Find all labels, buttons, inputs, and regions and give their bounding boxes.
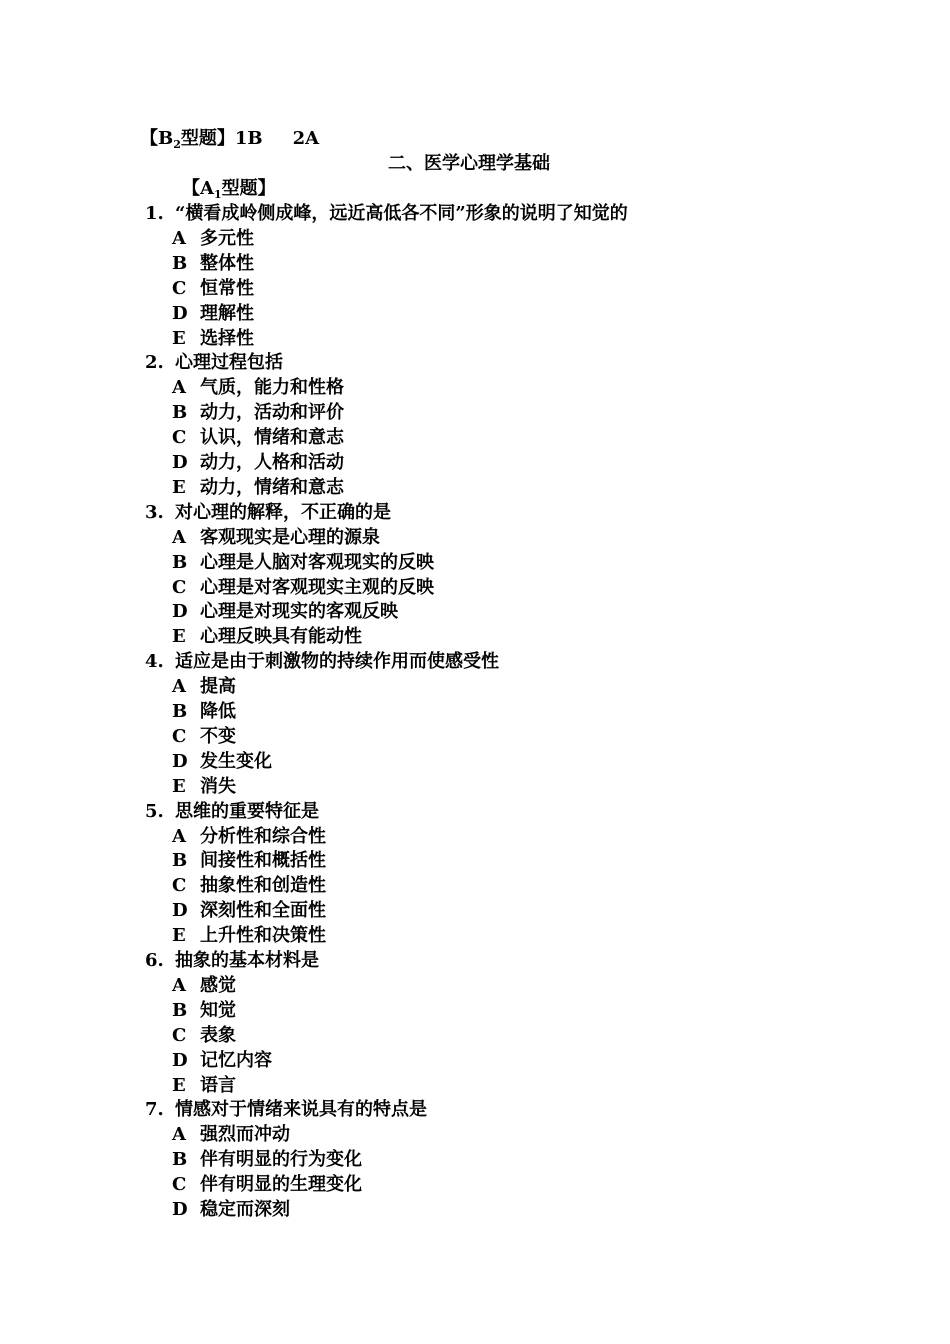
option-item bbox=[172, 875, 326, 897]
option-letter: A bbox=[172, 228, 186, 249]
option-text: 分析性和综合性 bbox=[200, 826, 326, 847]
option-letter: B bbox=[172, 1149, 188, 1170]
option-item bbox=[172, 701, 236, 723]
option-letter: E bbox=[172, 328, 186, 349]
question-number: 7. bbox=[145, 1099, 164, 1120]
option-text: 伴有明显的行为变化 bbox=[200, 1149, 362, 1170]
option-item bbox=[172, 1050, 272, 1072]
option-letter: C bbox=[172, 577, 187, 598]
option-item bbox=[172, 975, 236, 997]
option-letter: A bbox=[172, 676, 186, 697]
b2-answer-line bbox=[140, 128, 319, 152]
option-item bbox=[172, 626, 362, 648]
question-stem bbox=[145, 203, 628, 225]
option-text: 动力，情绪和意志 bbox=[200, 477, 344, 498]
option-text: 动力，活动和评价 bbox=[200, 402, 344, 423]
option-text: 心理是对客观现实主观的反映 bbox=[200, 577, 434, 598]
b2-type-letter: B bbox=[158, 128, 174, 149]
option-text: 认识，情绪和意志 bbox=[200, 427, 344, 448]
option-text: 伴有明显的生理变化 bbox=[200, 1174, 362, 1195]
option-item bbox=[172, 925, 326, 947]
question-stem bbox=[145, 1099, 427, 1121]
option-letter: E bbox=[172, 925, 186, 946]
option-letter: D bbox=[172, 452, 188, 473]
question-text: 情感对于情绪来说具有的特点是 bbox=[175, 1099, 427, 1120]
option-item bbox=[172, 601, 398, 623]
option-item bbox=[172, 726, 236, 748]
option-letter: D bbox=[172, 900, 188, 921]
option-letter: D bbox=[172, 303, 188, 324]
question-text: 思维的重要特征是 bbox=[175, 801, 319, 822]
question-stem bbox=[145, 651, 499, 673]
question-text: “横看成岭侧成峰，远近高低各不同”形象的说明了知觉的 bbox=[175, 203, 628, 224]
option-item bbox=[172, 676, 236, 698]
option-item bbox=[172, 1025, 236, 1047]
option-text: 稳定而深刻 bbox=[200, 1199, 290, 1220]
question-number: 5. bbox=[145, 801, 164, 822]
option-text: 客观现实是心理的源泉 bbox=[200, 527, 380, 548]
section-title: 二、医学心理学基础 bbox=[388, 153, 550, 174]
option-text: 提高 bbox=[200, 676, 236, 697]
option-letter: D bbox=[172, 751, 188, 772]
option-letter: C bbox=[172, 1174, 187, 1195]
option-text: 心理是对现实的客观反映 bbox=[200, 601, 398, 622]
option-letter: A bbox=[172, 975, 186, 996]
option-text: 心理反映具有能动性 bbox=[200, 626, 362, 647]
option-item bbox=[172, 253, 254, 275]
option-item bbox=[172, 751, 272, 773]
b2-type-subscript: 2 bbox=[173, 138, 181, 151]
question-text: 抽象的基本材料是 bbox=[175, 950, 319, 971]
question-stem bbox=[145, 801, 319, 823]
option-letter: A bbox=[172, 1124, 186, 1145]
option-text: 多元性 bbox=[200, 228, 254, 249]
option-text: 动力，人格和活动 bbox=[200, 452, 344, 473]
option-item bbox=[172, 278, 254, 300]
option-item bbox=[172, 900, 326, 922]
option-text: 整体性 bbox=[200, 253, 254, 274]
option-text: 上升性和决策性 bbox=[200, 925, 326, 946]
option-letter: B bbox=[172, 701, 188, 722]
option-item bbox=[172, 850, 326, 872]
a1-type-suffix: 型题】 bbox=[221, 178, 276, 199]
option-letter: B bbox=[172, 1000, 188, 1021]
option-letter: C bbox=[172, 726, 187, 747]
question-text: 对心理的解释，不正确的是 bbox=[175, 502, 391, 523]
b2-bracket: 【 bbox=[140, 128, 158, 149]
option-item bbox=[172, 228, 254, 250]
option-item bbox=[172, 527, 380, 549]
question-stem bbox=[145, 950, 319, 972]
question-number: 3. bbox=[145, 502, 164, 523]
option-item bbox=[172, 1174, 362, 1196]
option-text: 知觉 bbox=[200, 1000, 236, 1021]
option-item bbox=[172, 1149, 362, 1171]
option-item bbox=[172, 1124, 290, 1146]
option-text: 理解性 bbox=[200, 303, 254, 324]
question-number: 6. bbox=[145, 950, 164, 971]
option-letter: E bbox=[172, 477, 186, 498]
a1-bracket: 【 bbox=[182, 178, 200, 199]
option-item bbox=[172, 826, 326, 848]
option-text: 间接性和概括性 bbox=[200, 850, 326, 871]
option-text: 抽象性和创造性 bbox=[200, 875, 326, 896]
option-letter: C bbox=[172, 278, 187, 299]
option-item bbox=[172, 477, 344, 499]
b2-type-suffix: 型题】 bbox=[180, 128, 235, 149]
option-text: 气质，能力和性格 bbox=[200, 377, 344, 398]
option-letter: B bbox=[172, 402, 188, 423]
option-text: 感觉 bbox=[200, 975, 236, 996]
option-letter: D bbox=[172, 1199, 188, 1220]
option-text: 心理是人脑对客观现实的反映 bbox=[200, 552, 434, 573]
option-text: 发生变化 bbox=[200, 751, 272, 772]
option-letter: D bbox=[172, 1050, 188, 1071]
option-text: 记忆内容 bbox=[200, 1050, 272, 1071]
option-item bbox=[172, 776, 236, 798]
option-letter: B bbox=[172, 253, 188, 274]
question-text: 适应是由于刺激物的持续作用而使感受性 bbox=[175, 651, 499, 672]
option-item bbox=[172, 577, 434, 599]
option-letter: E bbox=[172, 626, 186, 647]
option-item bbox=[172, 427, 344, 449]
option-letter: B bbox=[172, 552, 188, 573]
option-letter: C bbox=[172, 875, 187, 896]
b2-answer-1: 1B bbox=[234, 128, 263, 149]
question-number: 4. bbox=[145, 651, 164, 672]
option-letter: C bbox=[172, 1025, 187, 1046]
option-text: 降低 bbox=[200, 701, 236, 722]
option-item bbox=[172, 1199, 290, 1221]
option-letter: E bbox=[172, 1075, 186, 1096]
option-item bbox=[172, 452, 344, 474]
option-letter: E bbox=[172, 776, 186, 797]
question-text: 心理过程包括 bbox=[175, 352, 283, 373]
option-text: 强烈而冲动 bbox=[200, 1124, 290, 1145]
a1-heading bbox=[182, 178, 276, 202]
option-letter: C bbox=[172, 427, 187, 448]
question-stem bbox=[145, 352, 283, 374]
question-number: 1. bbox=[145, 203, 164, 224]
option-letter: B bbox=[172, 850, 188, 871]
option-letter: D bbox=[172, 601, 188, 622]
option-letter: A bbox=[172, 377, 186, 398]
option-text: 消失 bbox=[200, 776, 236, 797]
option-item bbox=[172, 402, 344, 424]
question-number: 2. bbox=[145, 352, 164, 373]
option-letter: A bbox=[172, 826, 186, 847]
option-text: 深刻性和全面性 bbox=[200, 900, 326, 921]
option-item bbox=[172, 552, 434, 574]
question-stem bbox=[145, 502, 391, 524]
option-item bbox=[172, 1075, 236, 1097]
option-text: 不变 bbox=[200, 726, 236, 747]
option-item bbox=[172, 377, 344, 399]
option-letter: A bbox=[172, 527, 186, 548]
a1-type-letter: A bbox=[200, 178, 214, 199]
option-text: 语言 bbox=[200, 1075, 236, 1096]
a1-type-subscript: 1 bbox=[213, 188, 222, 201]
b2-answer-2: 2A bbox=[292, 128, 320, 149]
option-text: 恒常性 bbox=[200, 278, 254, 299]
option-text: 选择性 bbox=[200, 328, 254, 349]
option-item bbox=[172, 1000, 236, 1022]
option-item bbox=[172, 303, 254, 325]
option-item bbox=[172, 328, 254, 350]
option-text: 表象 bbox=[200, 1025, 236, 1046]
